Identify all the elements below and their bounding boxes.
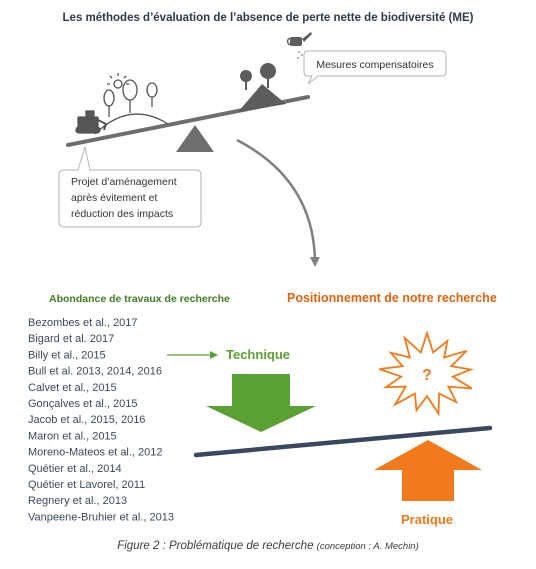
positioning-heading: Positionnement de notre recherche: [287, 291, 497, 305]
compensation-site-icon: [238, 63, 286, 112]
reference-item: Maron et al., 2015: [28, 430, 117, 443]
pratique-label: Pratique: [400, 512, 454, 527]
reference-item: Quétier et al., 2014: [28, 462, 122, 475]
project-callout: [59, 147, 201, 227]
reference-item: Moreno-Mateos et al., 2012: [28, 446, 163, 459]
caption-main: Figure 2 : Problématique de recherche: [117, 540, 314, 552]
reference-item: Regnery et al., 2013: [28, 495, 128, 508]
reference-list: [28, 317, 174, 523]
reference-item: Jacob et al., 2015, 2016: [28, 414, 146, 427]
figure-caption: [0, 540, 536, 552]
project-callout-line-2: après évitement et: [71, 192, 158, 204]
project-callout-line-3: réduction des impacts: [71, 208, 174, 220]
research-heading: Abondance de travaux de recherche: [49, 293, 230, 305]
compensation-callout-label: Mesures compensatoires: [316, 59, 434, 71]
fulcrum-triangle: [176, 125, 214, 152]
compensation-callout: [304, 51, 446, 84]
figure-title: Les méthodes d’évaluation de l’absence de perte nette de biodiversité (ME): [62, 12, 474, 24]
reference-item: Bigard et al. 2017: [28, 333, 115, 346]
pratique-up-arrow: [374, 440, 482, 501]
reference-item: Gonçalves et al., 2015: [28, 398, 138, 410]
caption-credit: (conception : A. Mechin): [316, 541, 419, 552]
reference-item: Quétier et Lavorel, 2011: [28, 479, 146, 491]
reference-item: Bull et al. 2013, 2014, 2016: [28, 365, 162, 378]
balance-illustration: [68, 32, 312, 152]
reference-item: Calvet et al., 2015: [28, 381, 117, 394]
question-mark: ?: [422, 367, 432, 384]
technique-down-arrow: [206, 374, 316, 432]
transition-arrow: [237, 140, 315, 262]
reference-item: Billy et al., 2015: [28, 349, 106, 362]
reference-item: Vanpeene-Bruhier et al., 2013: [28, 511, 174, 524]
reference-item: Bezombes et al., 2017: [28, 317, 138, 329]
technique-label: Technique: [226, 347, 291, 362]
project-callout-line-1: Projet d’aménagement: [71, 176, 177, 188]
construction-site-icon: [76, 73, 168, 134]
